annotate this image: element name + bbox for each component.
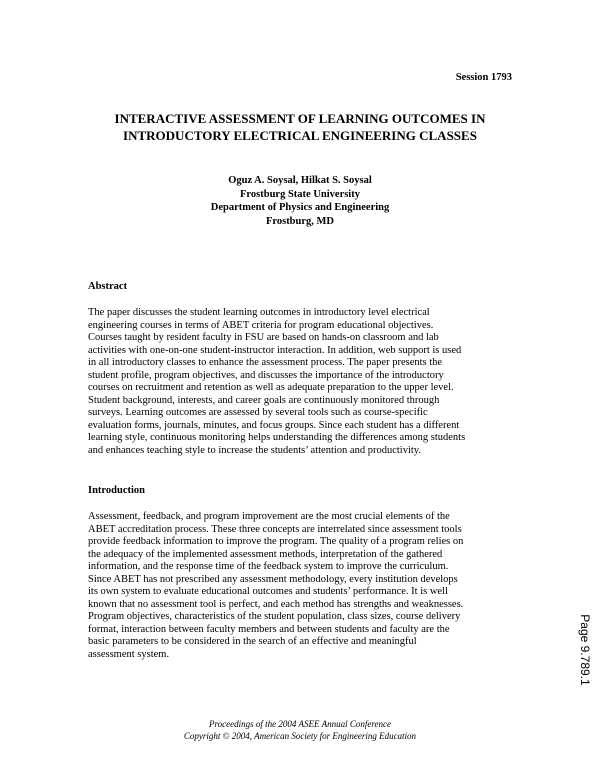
title-line-1: INTERACTIVE ASSESSMENT OF LEARNING OUTCOMES IN	[114, 111, 486, 126]
abstract-line: student profile, program objectives, and discusses the importance of the introductory	[88, 369, 444, 381]
author-department: Department of Physics and Engineering	[210, 202, 390, 213]
title-line-2: INTRODUCTORY ELECTRICAL ENGINEERING CLASSES	[123, 128, 477, 143]
session-number: Session 1793	[455, 72, 512, 83]
author-location: Frostburg, MD	[265, 215, 335, 227]
introduction-line: Program objectives, characteristics of the student population, class sizes, course delivery	[88, 611, 461, 622]
abstract-line: The paper discusses the student learning outcomes in introductory level electrical	[88, 307, 430, 318]
abstract-paragraph	[88, 307, 518, 457]
introduction-line: known that no assessment tool is perfect, and each method has strengths and weaknesses.	[88, 598, 464, 610]
page-footer	[0, 718, 600, 742]
abstract-line: learning style, continuous monitoring helps understanding the differences among students	[88, 432, 466, 443]
introduction-line: the adequacy of the implemented assessment methods, interpretation of the gathered	[88, 548, 443, 560]
introduction-line: provide feedback information to improve the program. The quality of a program relies on	[88, 536, 464, 547]
footer-copyright: Copyright © 2004, American Society for Engineering Education	[183, 731, 417, 741]
abstract-heading: Abstract	[88, 281, 128, 292]
introduction-line: information, and the response time of the feedback system to improve the curriculum.	[88, 561, 449, 572]
introduction-line: assessment system.	[88, 648, 170, 660]
abstract-line: surveys. Learning outcomes are assessed by several tools such as course-specific	[88, 407, 428, 418]
abstract-line: courses on recruitment and retention as well as adequate preparation to the upper level.	[88, 382, 454, 393]
page-number: Page 9.789.1	[578, 614, 592, 686]
abstract-line: and enhances teaching style to increase the students’ attention and productivity.	[88, 444, 421, 456]
introduction-line: basic parameters to be considered in the search of an effective and meaningful	[88, 636, 417, 647]
introduction-paragraph	[88, 511, 518, 661]
footer-proceedings: Proceedings of the 2004 ASEE Annual Conference	[209, 719, 391, 729]
introduction-line: format, interaction between faculty members and between students and faculty are the	[88, 623, 450, 635]
abstract-line: engineering courses in terms of ABET criteria for program educational objectives.	[88, 319, 434, 331]
author-block	[0, 174, 600, 228]
author-university: Frostburg State University	[240, 188, 360, 200]
introduction-line: Assessment, feedback, and program improvement are the most crucial elements of the	[88, 511, 450, 522]
introduction-line: ABET accreditation process. These three concepts are interrelated since assessment tools	[88, 523, 462, 535]
abstract-line: evaluation forms, journals, minutes, and focus groups. Since each student has a different	[88, 419, 460, 431]
abstract-line: Courses taught by resident faculty in FSU are based on hands-on classroom and lab	[88, 332, 439, 343]
abstract-line: in all introductory classes to enhance the assessment process. The paper presents the	[88, 357, 443, 368]
paper-title	[0, 110, 600, 144]
author-names: Oguz A. Soysal, Hilkat S. Soysal	[228, 175, 372, 186]
introduction-line: its own system to evaluate educational outcomes and students’ performance. It is well	[88, 586, 448, 597]
introduction-heading: Introduction	[88, 485, 145, 496]
abstract-line: activities with one-on-one student-instructor interaction. In addition, web support is used	[88, 344, 462, 356]
introduction-line: Since ABET has not prescribed any assessment methodology, every institution develops	[88, 573, 458, 585]
abstract-line: Student background, interests, and career goals are continuously monitored through	[88, 394, 440, 406]
